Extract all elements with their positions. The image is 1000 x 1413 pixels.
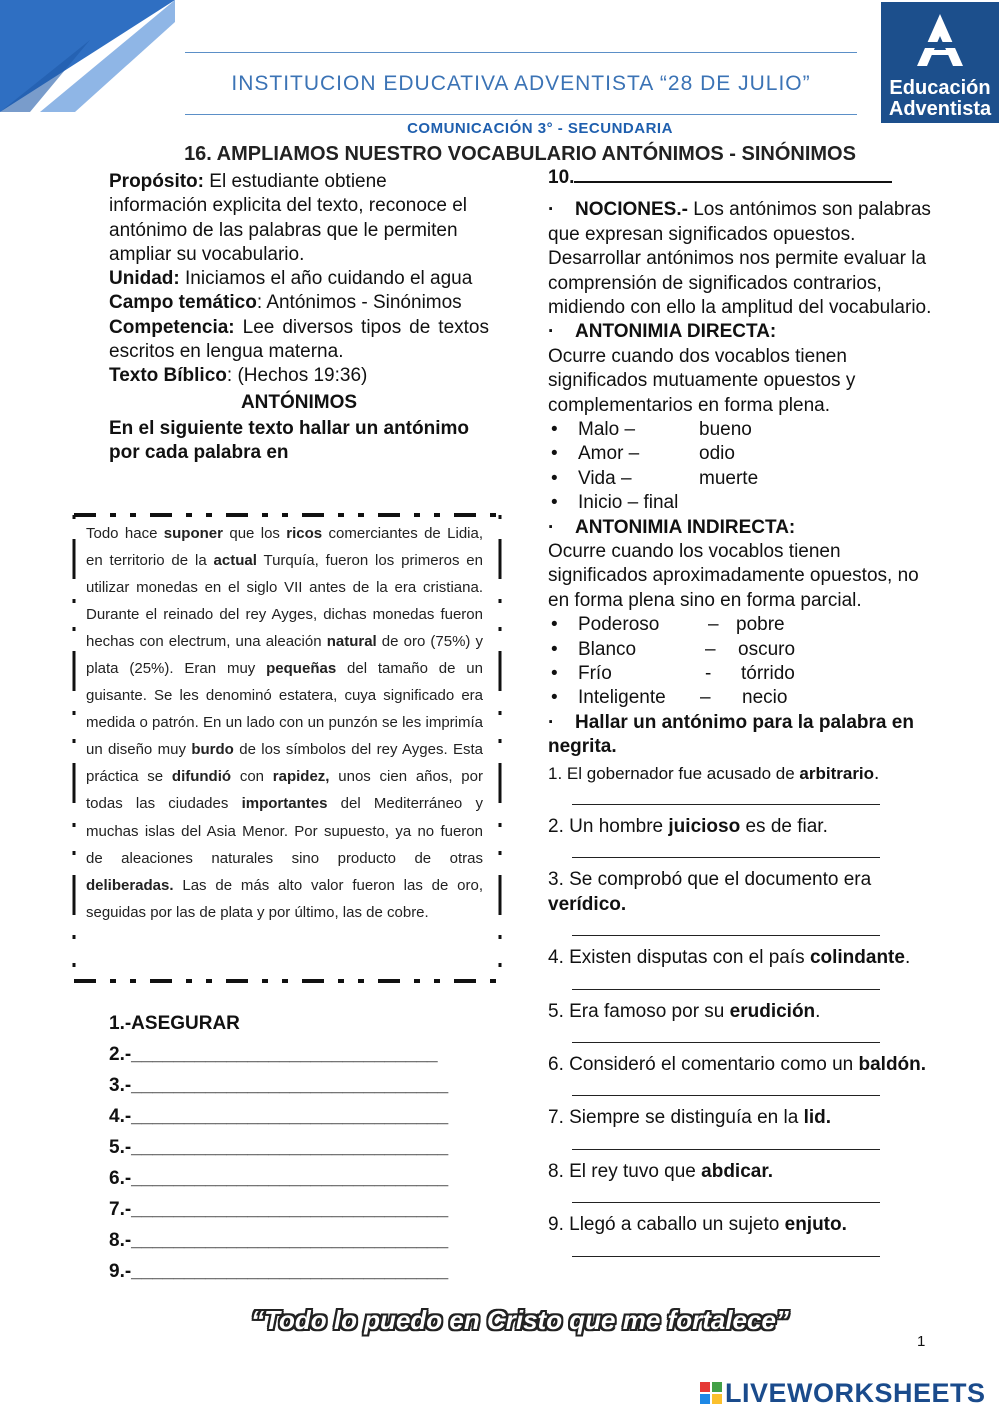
question-text: 1. El gobernador fue acusado de (548, 763, 800, 783)
answer-line-3[interactable] (572, 917, 880, 936)
pair-dash: – (708, 614, 719, 636)
passage-text: Turquía, fueron los primeros en utilizar monedas en el siglo VII antes de la era cristiana. Durante el reinado del rey Ayges, dichas monedas fueron hechas con electrum, una aleación (86, 552, 483, 651)
competencia-text: Lee diversos tipos de textos escritos en lengua materna. (109, 316, 489, 363)
indirecta-text: Ocurre cuando los vocablos tienen significados aproximadamente opuestos, no en forma plena sino en forma parcial. (548, 541, 919, 611)
campo-text: : Antónimos - Sinónimos (256, 292, 462, 314)
answer-list (109, 1008, 499, 1287)
bold-word: importantes (241, 795, 328, 813)
question-word: enjuto. (784, 1214, 847, 1236)
indirecta-label: ANTONIMIA INDIRECTA: (575, 516, 796, 538)
nociones-label: NOCIONES.- (575, 199, 688, 221)
answer-row-10: 10. (548, 167, 575, 188)
logo-line1: Educación (889, 77, 991, 99)
info-block (109, 170, 489, 466)
answer-row-6[interactable]: 6.-______________________________ (109, 1168, 449, 1189)
competencia-label: Competencia: (109, 316, 235, 338)
header-bottom-rule (185, 114, 857, 115)
pair-word: Vida – (578, 467, 632, 489)
answer-line-8[interactable] (572, 1184, 880, 1203)
bold-word: pequeñas (266, 660, 337, 678)
answer-blank-10[interactable] (574, 181, 892, 183)
flame-logo-icon (915, 12, 965, 68)
pair-antonym: necio (742, 687, 788, 709)
liveworksheets-brand[interactable] (700, 1378, 986, 1409)
list-item: • Blanco – oscuro (578, 638, 936, 662)
directa-text: Ocurre cuando dos vocablos tienen significados mutuamente opuestos y complementarios en forma plena. (548, 345, 856, 416)
corner-decoration (0, 0, 175, 112)
answer-line-1[interactable] (572, 786, 880, 805)
pair-word: Malo – (578, 419, 636, 441)
answer-row-7[interactable]: 7.-______________________________ (109, 1199, 449, 1220)
answer-row-8[interactable]: 8.-______________________________ (109, 1230, 449, 1251)
logo-line2: Adventista (888, 98, 992, 120)
bold-word: difundió (171, 768, 232, 786)
question-6 (548, 1053, 936, 1077)
pair-word: Blanco (578, 638, 637, 660)
question-word: verídico. (548, 893, 627, 915)
proposito-label: Propósito: (109, 171, 204, 192)
pair-word: Poderoso (578, 614, 660, 636)
answer-row-2[interactable]: 2.-_____________________________ (109, 1044, 438, 1065)
biblico-label: Texto Bíblico (109, 365, 227, 387)
unidad-label: Unidad: (109, 268, 180, 290)
question-text: 7. Siempre se distinguía en la (548, 1107, 804, 1129)
brand-text: LIVEWORKSHEETS (725, 1378, 986, 1408)
question-text: 4. Existen disputas con el país (548, 947, 810, 969)
question-word: abdicar. (701, 1160, 773, 1182)
question-8 (548, 1160, 936, 1184)
right-column (548, 166, 936, 1267)
answer-line-2[interactable] (572, 839, 880, 858)
pair-word: Frío (578, 663, 612, 685)
bullet-dot: · (548, 516, 555, 538)
biblico-text: : (Hechos 19:36) (226, 365, 368, 387)
nociones-text: Los antónimos son palabras que expresan significados opuestos. Desarrollar antónimos nos permite evaluar la comprensión de significados contrarios, midiendo con ello la amplitud del vocabulario. (548, 199, 932, 319)
page-number: 1 (917, 1333, 926, 1350)
list-item: • Inicio – final (551, 492, 679, 514)
list-item: • Poderoso – pobre (578, 613, 936, 637)
pair-antonym: bueno (699, 419, 752, 441)
bullet-dot: · (548, 321, 555, 343)
campo-label: Campo temático (109, 292, 257, 314)
hallar-label: Hallar un antónimo para la palabra en negrita. (548, 711, 914, 758)
question-1 (548, 762, 936, 786)
answer-row-3[interactable]: 3.-______________________________ (109, 1075, 449, 1096)
pair-dash: – (705, 638, 716, 660)
pair-dash: – (700, 687, 711, 709)
pair-antonym: muerte (699, 467, 759, 489)
passage-text: unos cien años, por todas las ciudades (86, 768, 483, 813)
answer-line-7[interactable] (572, 1131, 880, 1150)
list-item: • Amor – odio (578, 442, 936, 466)
bold-word: burdo (191, 741, 234, 759)
question-text: 9. Llegó a caballo un sujeto (548, 1214, 785, 1236)
question-text: 3. Se comprobó que el documento era (548, 869, 872, 891)
bold-word: rapidez, (272, 768, 330, 786)
liveworksheets-logo-icon (700, 1382, 722, 1404)
answer-line-4[interactable] (572, 971, 880, 990)
passage-text: con (231, 768, 273, 786)
list-item: • Vida – muerte (578, 467, 936, 491)
bold-word: suponer (163, 525, 223, 542)
reading-passage (86, 520, 483, 926)
passage-text: comerciantes de Lidia, en territorio de la (86, 525, 484, 570)
answer-row-4[interactable]: 4.-______________________________ (109, 1106, 449, 1127)
question-text: es de fiar. (740, 816, 828, 838)
page-title: 16. AMPLIAMOS NUESTRO VOCABULARIO ANTÓNIMOS - SINÓNIMOS (184, 143, 856, 165)
question-text: . (815, 1000, 821, 1022)
pair-dash: - (705, 663, 712, 685)
answer-line-5[interactable] (572, 1024, 880, 1043)
school-name: INSTITUCION EDUCATIVA ADVENTISTA “28 DE JULIO” (231, 72, 811, 95)
unidad-text: Iniciamos el año cuidando el agua (179, 268, 473, 290)
question-9 (548, 1213, 936, 1237)
answer-row-5[interactable]: 5.-______________________________ (109, 1137, 449, 1158)
bold-word: actual (213, 552, 257, 570)
pair-word: Amor – (578, 443, 640, 465)
bold-word: ricos (286, 525, 323, 542)
passage-text: Las de más alto valor fueron las de oro, seguidas por las de plata y por último, las de cobre. (86, 876, 483, 921)
list-item: • Malo – bueno (578, 418, 936, 442)
instruction-text: En el siguiente texto hallar un antónimo por cada palabra en (109, 417, 469, 464)
question-word: erudición (729, 1000, 816, 1022)
bullet-dot: · (548, 711, 555, 733)
pair-word: Inteligente (578, 687, 666, 709)
pair-antonym: oscuro (738, 638, 796, 660)
pair-antonym: pobre (736, 614, 785, 636)
logo (881, 2, 999, 123)
question-5 (548, 1000, 936, 1024)
passage-text: del tamaño de un guisante. Se les denominó estatera, cuya significado era medida o patrón. En un lado con un punzón se les imprimía un diseño muy (86, 660, 483, 759)
question-3 (548, 868, 936, 917)
answer-row-1: 1.-ASEGURAR (109, 1013, 240, 1034)
course-label: COMUNICACIÓN 3° - SECUNDARIA (407, 120, 673, 137)
question-text: 2. Un hombre (548, 816, 669, 838)
question-word: colindante (809, 947, 905, 969)
directa-list (548, 418, 936, 516)
question-word: arbitrario (799, 763, 875, 783)
question-7 (548, 1106, 936, 1130)
question-4 (548, 946, 936, 970)
passage-text: Todo hace (86, 525, 164, 542)
section-title: ANTÓNIMOS (240, 391, 358, 413)
answer-row-9[interactable]: 9.-______________________________ (109, 1261, 449, 1282)
list-item: • Frío - tórrido (578, 662, 936, 686)
pair-word: Inicio – final (578, 492, 679, 514)
question-text: 8. El rey tuvo que (548, 1160, 702, 1182)
proposito-text: El estudiante obtiene información explicita del texto, reconoce el antónimo de las palabras que le permiten ampliar su vocabulario. (109, 171, 468, 265)
indirecta-list (548, 613, 936, 711)
pair-antonym: odio (699, 443, 735, 465)
question-word: lid. (803, 1107, 832, 1129)
question-word: baldón. (858, 1054, 927, 1076)
passage-text: de los símbolos del rey Ayges. Esta práctica se (86, 741, 483, 786)
passage-text: del Mediterráneo y muchas islas del Asia Menor. Por supuesto, ya no fueron de aleaciones naturales sino producto de otras (86, 795, 483, 867)
bullet-dot: · (548, 199, 555, 221)
question-text: 6. Consideró el comentario como un (548, 1054, 859, 1076)
passage-text: que los (222, 525, 287, 542)
question-2 (548, 815, 936, 839)
answer-line-6[interactable] (572, 1077, 880, 1096)
question-word: juicioso (668, 816, 741, 838)
pair-antonym: tórrido (741, 663, 795, 685)
passage-text: de oro (75%) y plata (25%). Eran muy (86, 633, 484, 678)
motto: “Todo lo puedo en Cristo que me fortalece” (251, 1305, 789, 1335)
question-text: . (904, 947, 911, 969)
bold-word: deliberadas. (86, 876, 174, 894)
directa-label: ANTONIMIA DIRECTA: (575, 321, 777, 343)
list-item: • Inteligente – necio (578, 686, 936, 710)
answer-line-9[interactable] (572, 1238, 880, 1257)
question-text: 5. Era famoso por su (548, 1000, 730, 1022)
bold-word: natural (326, 633, 377, 651)
header-top-rule (185, 52, 857, 53)
question-text: . (874, 762, 880, 784)
question-list (548, 762, 936, 1257)
